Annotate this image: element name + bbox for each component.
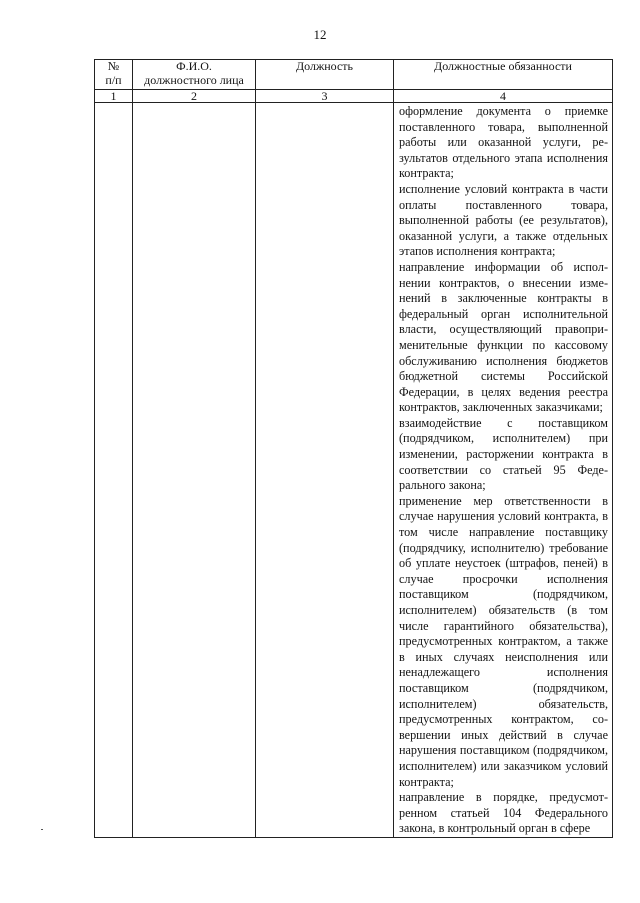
header-line: Ф.И.О. bbox=[176, 59, 212, 73]
column-number: 2 bbox=[133, 90, 256, 103]
duty-item: направление информации об исполнении контрактов, о внесении изменений в заключенные контракты в федеральный орган исполнительной власти, осуществляющий правоприменительные функции по кассовому обслуживанию исполнения бюджетов бюджетной системы Российской Федерации, в целях ведения реестра контрактов, заключенных заказчиками; bbox=[399, 259, 608, 415]
header-position bbox=[256, 60, 394, 90]
table-row bbox=[95, 103, 613, 838]
header-duties bbox=[394, 60, 613, 90]
header-line: п/п bbox=[105, 72, 122, 87]
duty-item: применение мер ответственности в случае нарушения условий контракта, в том числе направление поставщику (подрядчику, исполнителю) требование об уплате неустоек (штрафов, пеней) в случае просрочки исполнения поставщиком (подрядчиком, исполнителем) обязательств (в том числе гарантийного обязательства), предусмотренных контрактом, а также в иных случаях неисполнения или ненадлежащего исполнения поставщиком (подрядчиком, исполнителем) обязательств, предусмотренных контрактом, совершении иных действий в случае нарушения поставщиком (подрядчиком, исполнителем) или заказчиком условий контракта; bbox=[399, 493, 608, 789]
page-number: 12 bbox=[313, 27, 327, 42]
column-number: 1 bbox=[95, 90, 133, 103]
header-number bbox=[95, 60, 133, 90]
column-number: 4 bbox=[394, 90, 613, 103]
table-header-row bbox=[95, 60, 613, 90]
cell-position bbox=[256, 103, 394, 838]
scan-mark bbox=[41, 829, 43, 830]
duty-item: взаимодействие с поставщиком (подрядчиком, исполнителем) при изменении, расторжении контракта в соответствии со статьей 95 Федерального закона; bbox=[399, 415, 608, 493]
cell-duties bbox=[394, 103, 613, 838]
header-full-name bbox=[133, 60, 256, 90]
duty-item: исполнение условий контракта в части оплаты поставленного товара, выполненной работы (ее результатов), оказанной услуги, а также отдельных этапов исполнения контракта; bbox=[399, 181, 608, 259]
header-line: Должностные обязанности bbox=[434, 59, 572, 73]
cell-number bbox=[95, 103, 133, 838]
column-number: 3 bbox=[256, 90, 394, 103]
duties-table bbox=[94, 59, 613, 838]
duty-item: оформление документа о приемке поставленного товара, выполненной работы или оказанной услуги, результатов отдельного этапа исполнения контракта; bbox=[399, 104, 608, 181]
header-line: должностного лица bbox=[144, 72, 244, 87]
header-line: № bbox=[107, 59, 120, 73]
duty-item: направление в порядке, предусмотренном статьей 104 Федерального закона, в контрольный орган в сфере bbox=[399, 790, 608, 836]
header-line: Должность bbox=[295, 59, 354, 73]
duties-list bbox=[394, 103, 612, 837]
cell-full-name bbox=[133, 103, 256, 838]
column-number-row bbox=[95, 90, 613, 103]
